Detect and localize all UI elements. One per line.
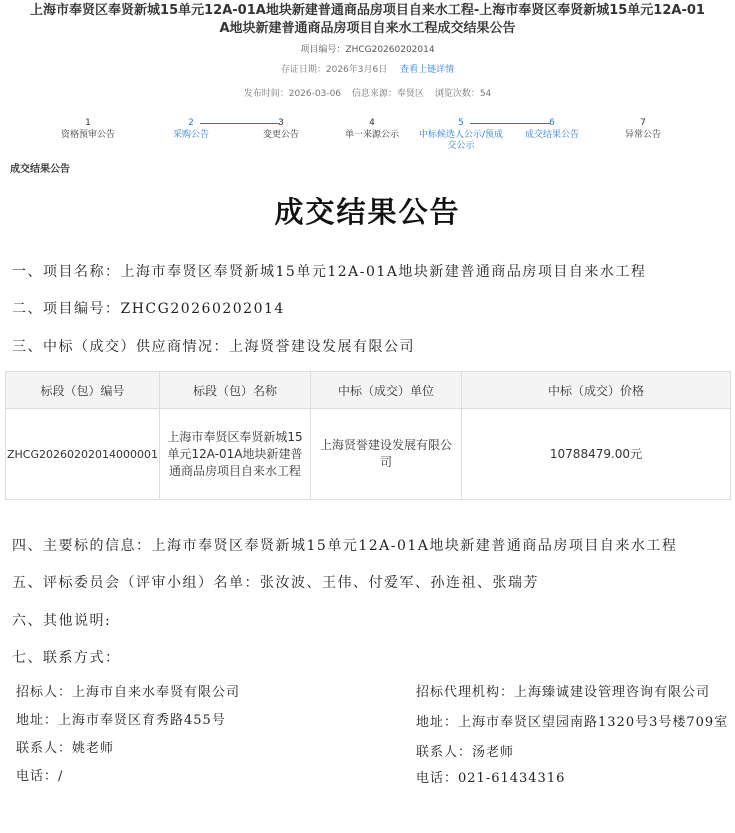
project-code: 二、项目编号：ZHCG20260202014 [12, 301, 285, 317]
step-5[interactable]: 5 中标候选人公示/预成交公示 [418, 118, 504, 151]
main-subject-info: 四、主要标的信息：上海市奉贤区奉贤新城15单元12A-01A地块新建普通商品房项目自来水工程 [12, 538, 678, 554]
info-source: 信息来源：奉贤区 [351, 89, 424, 99]
process-steps [0, 116, 735, 166]
step-1[interactable]: 1 资格预审公告 [60, 118, 115, 140]
table-header-row [6, 372, 731, 409]
deposit-date: 存证日期：2026年3月6日 [280, 65, 388, 75]
deposit-info [0, 62, 735, 75]
section-label: 成交结果公告 [10, 164, 70, 175]
review-committee: 五、评标委员会（评审小组）名单：张汝波、王伟、付爱军、孙连祖、张瑞芳 [12, 575, 539, 591]
bidder-phone: 电话：/ [16, 769, 64, 784]
announcement-header-title: 上海市奉贤区奉贤新城15单元12A-01A地块新建普通商品房项目自来水工程-上海市奉贤区奉贤新城15单元12A-01 A地块新建普通商品房项目自来水工程成交结果公告 [30, 3, 705, 36]
table-row [6, 409, 731, 500]
result-table [5, 371, 731, 500]
agency-name: 招标代理机构：上海臻诚建设管理咨询有限公司 [416, 685, 711, 700]
publish-time: 发布时间：2026-03-06 [243, 89, 342, 99]
view-count: 浏览次数：54 [434, 89, 492, 99]
bidder-name: 招标人：上海市自来水奉贤有限公司 [16, 685, 241, 700]
document-title: 成交结果公告 [274, 195, 461, 229]
cell-lot-number: ZHCG20260202014000001 [6, 409, 160, 500]
step-6[interactable]: 6 成交结果公告 [524, 118, 579, 140]
contact-bidder [16, 684, 386, 796]
agency-contact: 联系人：汤老师 [416, 745, 515, 760]
cell-winner: 上海贤誉建设发展有限公司 [311, 409, 462, 500]
winning-supplier: 三、中标（成交）供应商情况：上海贤誉建设发展有限公司 [12, 339, 415, 355]
step-4[interactable]: 4 单一来源公示 [344, 118, 399, 140]
other-notes: 六、其他说明: [12, 613, 112, 629]
bidder-contact: 联系人：姚老师 [16, 741, 115, 756]
col-header-winner: 中标（成交）单位 [311, 372, 462, 409]
cell-price: 10788479.00元 [462, 409, 731, 500]
bidder-address: 地址：上海市奉贤区育秀路455号 [16, 713, 226, 728]
step-3[interactable]: 3 变更公告 [262, 118, 299, 140]
step-2[interactable]: 2 采购公告 [172, 118, 209, 140]
col-header-price: 中标（成交）价格 [462, 372, 731, 409]
publish-meta [0, 86, 735, 99]
agency-phone: 电话：021-61434316 [416, 771, 566, 786]
cell-lot-name: 上海市奉贤区奉贤新城15单元12A-01A地块新建普通商品房项目自来水工程 [160, 409, 311, 500]
col-header-lot-name: 标段（包）名称 [160, 372, 311, 409]
agency-address: 地址：上海市奉贤区望园南路1320号3号楼709室 [416, 715, 729, 730]
project-number: 项目编号：ZHCG20260202014 [300, 45, 435, 55]
project-name: 一、项目名称：上海市奉贤区奉贤新城15单元12A-01A地块新建普通商品房项目自来水工程 [12, 264, 647, 280]
col-header-lot-number: 标段（包）编号 [6, 372, 160, 409]
step-7[interactable]: 7 异常公告 [624, 118, 661, 140]
view-chain-details-link[interactable]: 查看上链详情 [400, 65, 455, 75]
contact-heading: 七、联系方式： [12, 650, 121, 666]
contact-agency [416, 684, 732, 788]
